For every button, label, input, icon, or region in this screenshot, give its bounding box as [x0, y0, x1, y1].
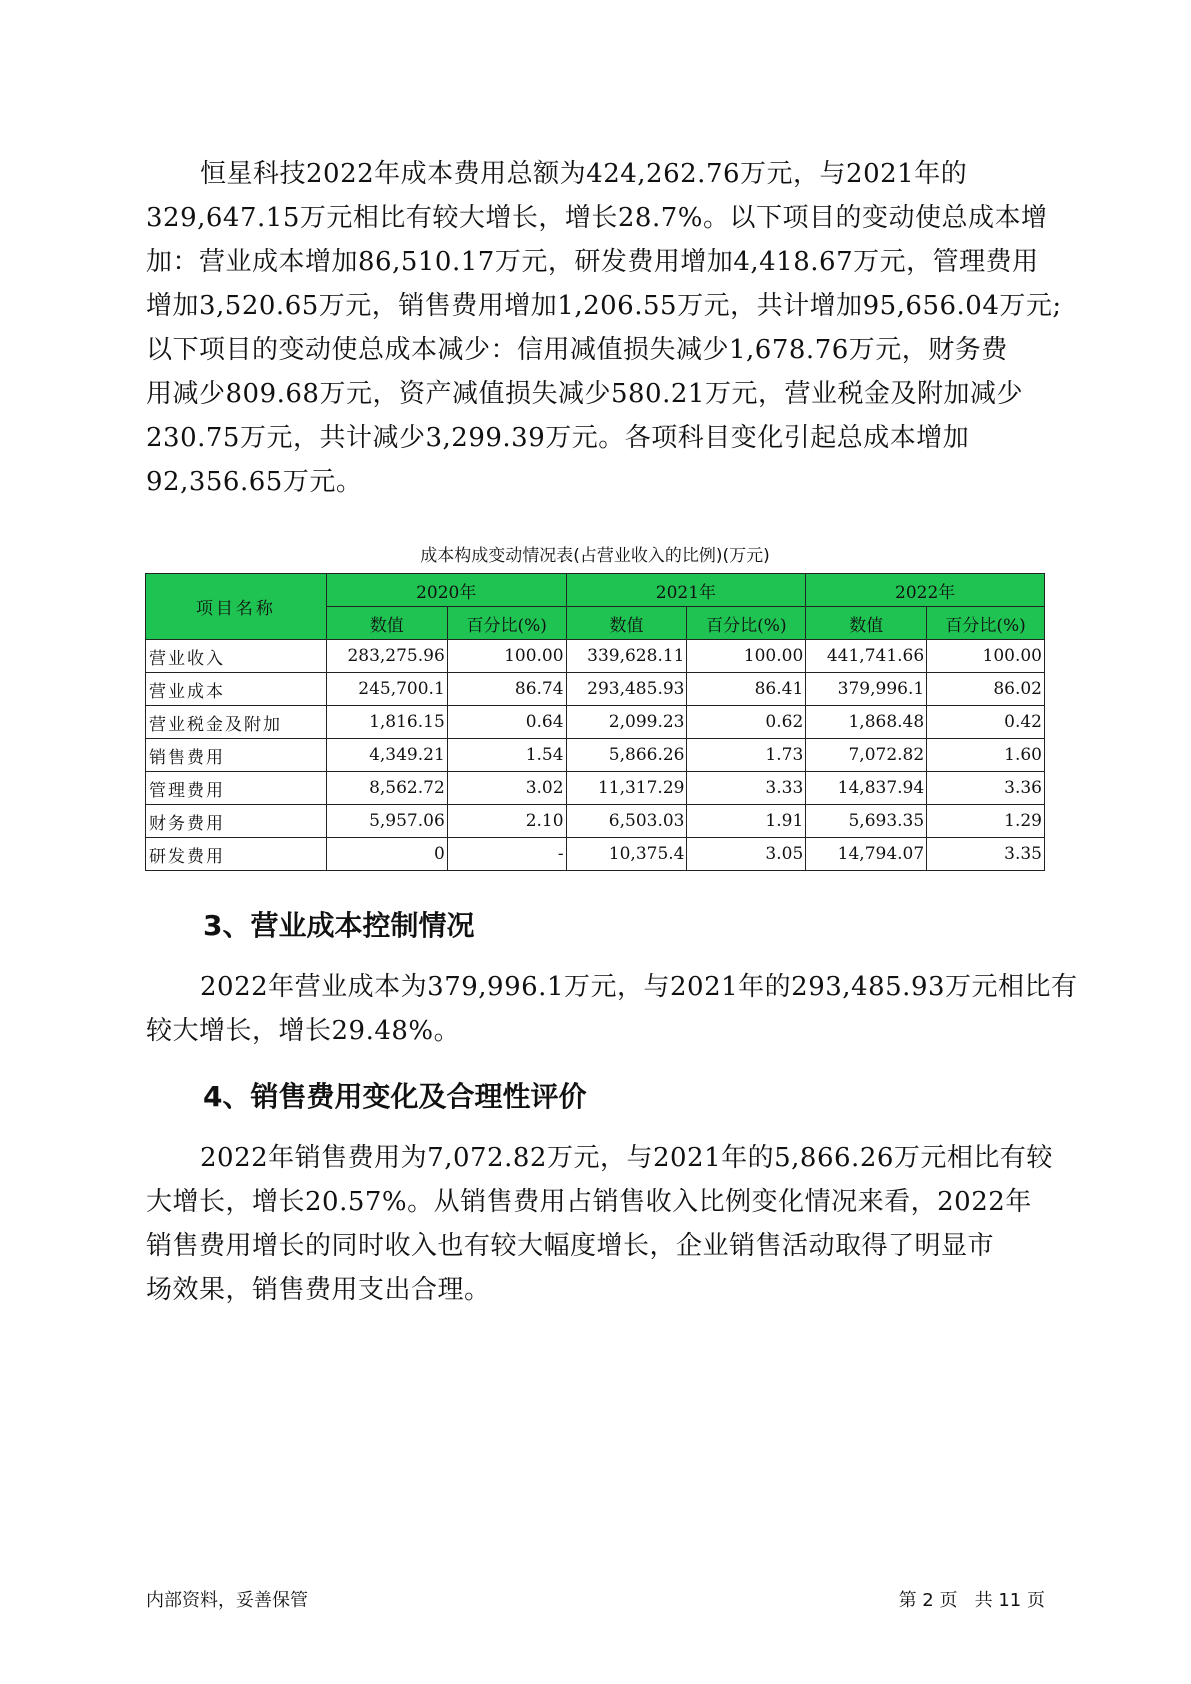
- header-year-2020: 2020年: [326, 574, 566, 607]
- table-cell: 100.00: [687, 640, 806, 673]
- row-label: 研发费用: [146, 838, 327, 871]
- table-cell: 2.10: [447, 805, 566, 838]
- table-cell: 1,816.15: [326, 706, 447, 739]
- table-cell: 14,837.94: [806, 772, 927, 805]
- paragraph-line: 92,356.65万元。: [146, 467, 363, 497]
- table-cell: 14,794.07: [806, 838, 927, 871]
- paragraph-line: 销售费用增长的同时收入也有较大幅度增长，企业销售活动取得了明显市: [146, 1231, 995, 1261]
- subheader-percent: 百分比(%): [927, 607, 1045, 640]
- table-cell: 4,349.21: [326, 739, 447, 772]
- row-label: 营业收入: [146, 640, 327, 673]
- paragraph-line: 以下项目的变动使总成本减少：信用减值损失减少1,678.76万元，财务费: [146, 335, 1008, 365]
- subheader-percent: 百分比(%): [687, 607, 806, 640]
- table-cell: 5,693.35: [806, 805, 927, 838]
- paragraph-operating-cost: [146, 965, 1078, 1053]
- table-row: [146, 838, 1045, 871]
- paragraph-line: 230.75万元，共计减少3,299.39万元。各项科目变化引起总成本增加: [146, 423, 970, 453]
- table-cell: 5,866.26: [566, 739, 687, 772]
- table-cell: 8,562.72: [326, 772, 447, 805]
- table-cell: 245,700.1: [326, 673, 447, 706]
- table-cell: 339,628.11: [566, 640, 687, 673]
- table-row: [146, 706, 1045, 739]
- table-cell: 3.33: [687, 772, 806, 805]
- paragraph-line: 场效果，销售费用支出合理。: [146, 1275, 491, 1305]
- paragraph-line: 329,647.15万元相比有较大增长，增长28.7%。以下项目的变动使总成本增: [146, 203, 1048, 233]
- table-cell: 0.62: [687, 706, 806, 739]
- paragraph-line: 2022年营业成本为379,996.1万元，与2021年的293,485.93万元相比有: [200, 972, 1078, 1002]
- table-cell: 0.64: [447, 706, 566, 739]
- subheader-value: 数值: [566, 607, 687, 640]
- table-cell: 100.00: [927, 640, 1045, 673]
- table-cell: 3.36: [927, 772, 1045, 805]
- row-label: 营业成本: [146, 673, 327, 706]
- header-item-name: 项目名称: [146, 574, 327, 640]
- footer-page-number: 第 2 页 共 11 页: [898, 1590, 1045, 1611]
- table-cell: 1,868.48: [806, 706, 927, 739]
- table-cell: 1.73: [687, 739, 806, 772]
- section-heading-operating-cost: 3、营业成本控制情况: [203, 909, 475, 942]
- table-row: [146, 772, 1045, 805]
- table-cell: 5,957.06: [326, 805, 447, 838]
- table-cell: 379,996.1: [806, 673, 927, 706]
- table-cell: 2,099.23: [566, 706, 687, 739]
- table-cell: 1.91: [687, 805, 806, 838]
- row-label: 管理费用: [146, 772, 327, 805]
- table-cell: 10,375.4: [566, 838, 687, 871]
- table-header-row: [146, 574, 1045, 607]
- paragraph-sales-expense: [146, 1136, 1053, 1312]
- table-cell: 3.35: [927, 838, 1045, 871]
- footer-confidential-note: 内部资料，妥善保管: [146, 1590, 308, 1611]
- paragraph-line: 恒星科技2022年成本费用总额为424,262.76万元，与2021年的: [200, 159, 968, 189]
- table-cell: 86.41: [687, 673, 806, 706]
- table-cell: -: [447, 838, 566, 871]
- subheader-value: 数值: [326, 607, 447, 640]
- table-cell: 86.74: [447, 673, 566, 706]
- table-cell: 3.02: [447, 772, 566, 805]
- table-row: [146, 673, 1045, 706]
- table-row: [146, 739, 1045, 772]
- table-cell: 7,072.82: [806, 739, 927, 772]
- row-label: 营业税金及附加: [146, 706, 327, 739]
- cost-structure-table: [145, 573, 1045, 871]
- table-cell: 0: [326, 838, 447, 871]
- table-cell: 11,317.29: [566, 772, 687, 805]
- paragraph-line: 加：营业成本增加86,510.17万元，研发费用增加4,418.67万元，管理费用: [146, 247, 1039, 277]
- table-caption: 成本构成变动情况表(占营业收入的比例)(万元): [420, 546, 770, 566]
- paragraph-line: 大增长，增长20.57%。从销售费用占销售收入比例变化情况来看，2022年: [146, 1187, 1032, 1217]
- table-cell: 283,275.96: [326, 640, 447, 673]
- table-cell: 1.60: [927, 739, 1045, 772]
- row-label: 销售费用: [146, 739, 327, 772]
- header-year-2021: 2021年: [566, 574, 806, 607]
- table-cell: 1.29: [927, 805, 1045, 838]
- table-row: [146, 805, 1045, 838]
- paragraph-line: 增加3,520.65万元，销售费用增加1,206.55万元，共计增加95,656.04万元;: [146, 291, 1062, 321]
- row-label: 财务费用: [146, 805, 327, 838]
- table-cell: 0.42: [927, 706, 1045, 739]
- paragraph-cost-summary: [146, 152, 1062, 504]
- table-row: [146, 640, 1045, 673]
- table-cell: 3.05: [687, 838, 806, 871]
- table-cell: 441,741.66: [806, 640, 927, 673]
- paragraph-line: 较大增长，增长29.48%。: [146, 1016, 461, 1046]
- paragraph-line: 2022年销售费用为7,072.82万元，与2021年的5,866.26万元相比有较: [200, 1143, 1053, 1173]
- table-cell: 1.54: [447, 739, 566, 772]
- subheader-percent: 百分比(%): [447, 607, 566, 640]
- table-cell: 293,485.93: [566, 673, 687, 706]
- paragraph-line: 用减少809.68万元，资产减值损失减少580.21万元，营业税金及附加减少: [146, 379, 1023, 409]
- section-heading-sales-expense: 4、销售费用变化及合理性评价: [203, 1080, 587, 1113]
- table-cell: 6,503.03: [566, 805, 687, 838]
- subheader-value: 数值: [806, 607, 927, 640]
- table-cell: 100.00: [447, 640, 566, 673]
- header-year-2022: 2022年: [806, 574, 1045, 607]
- table-cell: 86.02: [927, 673, 1045, 706]
